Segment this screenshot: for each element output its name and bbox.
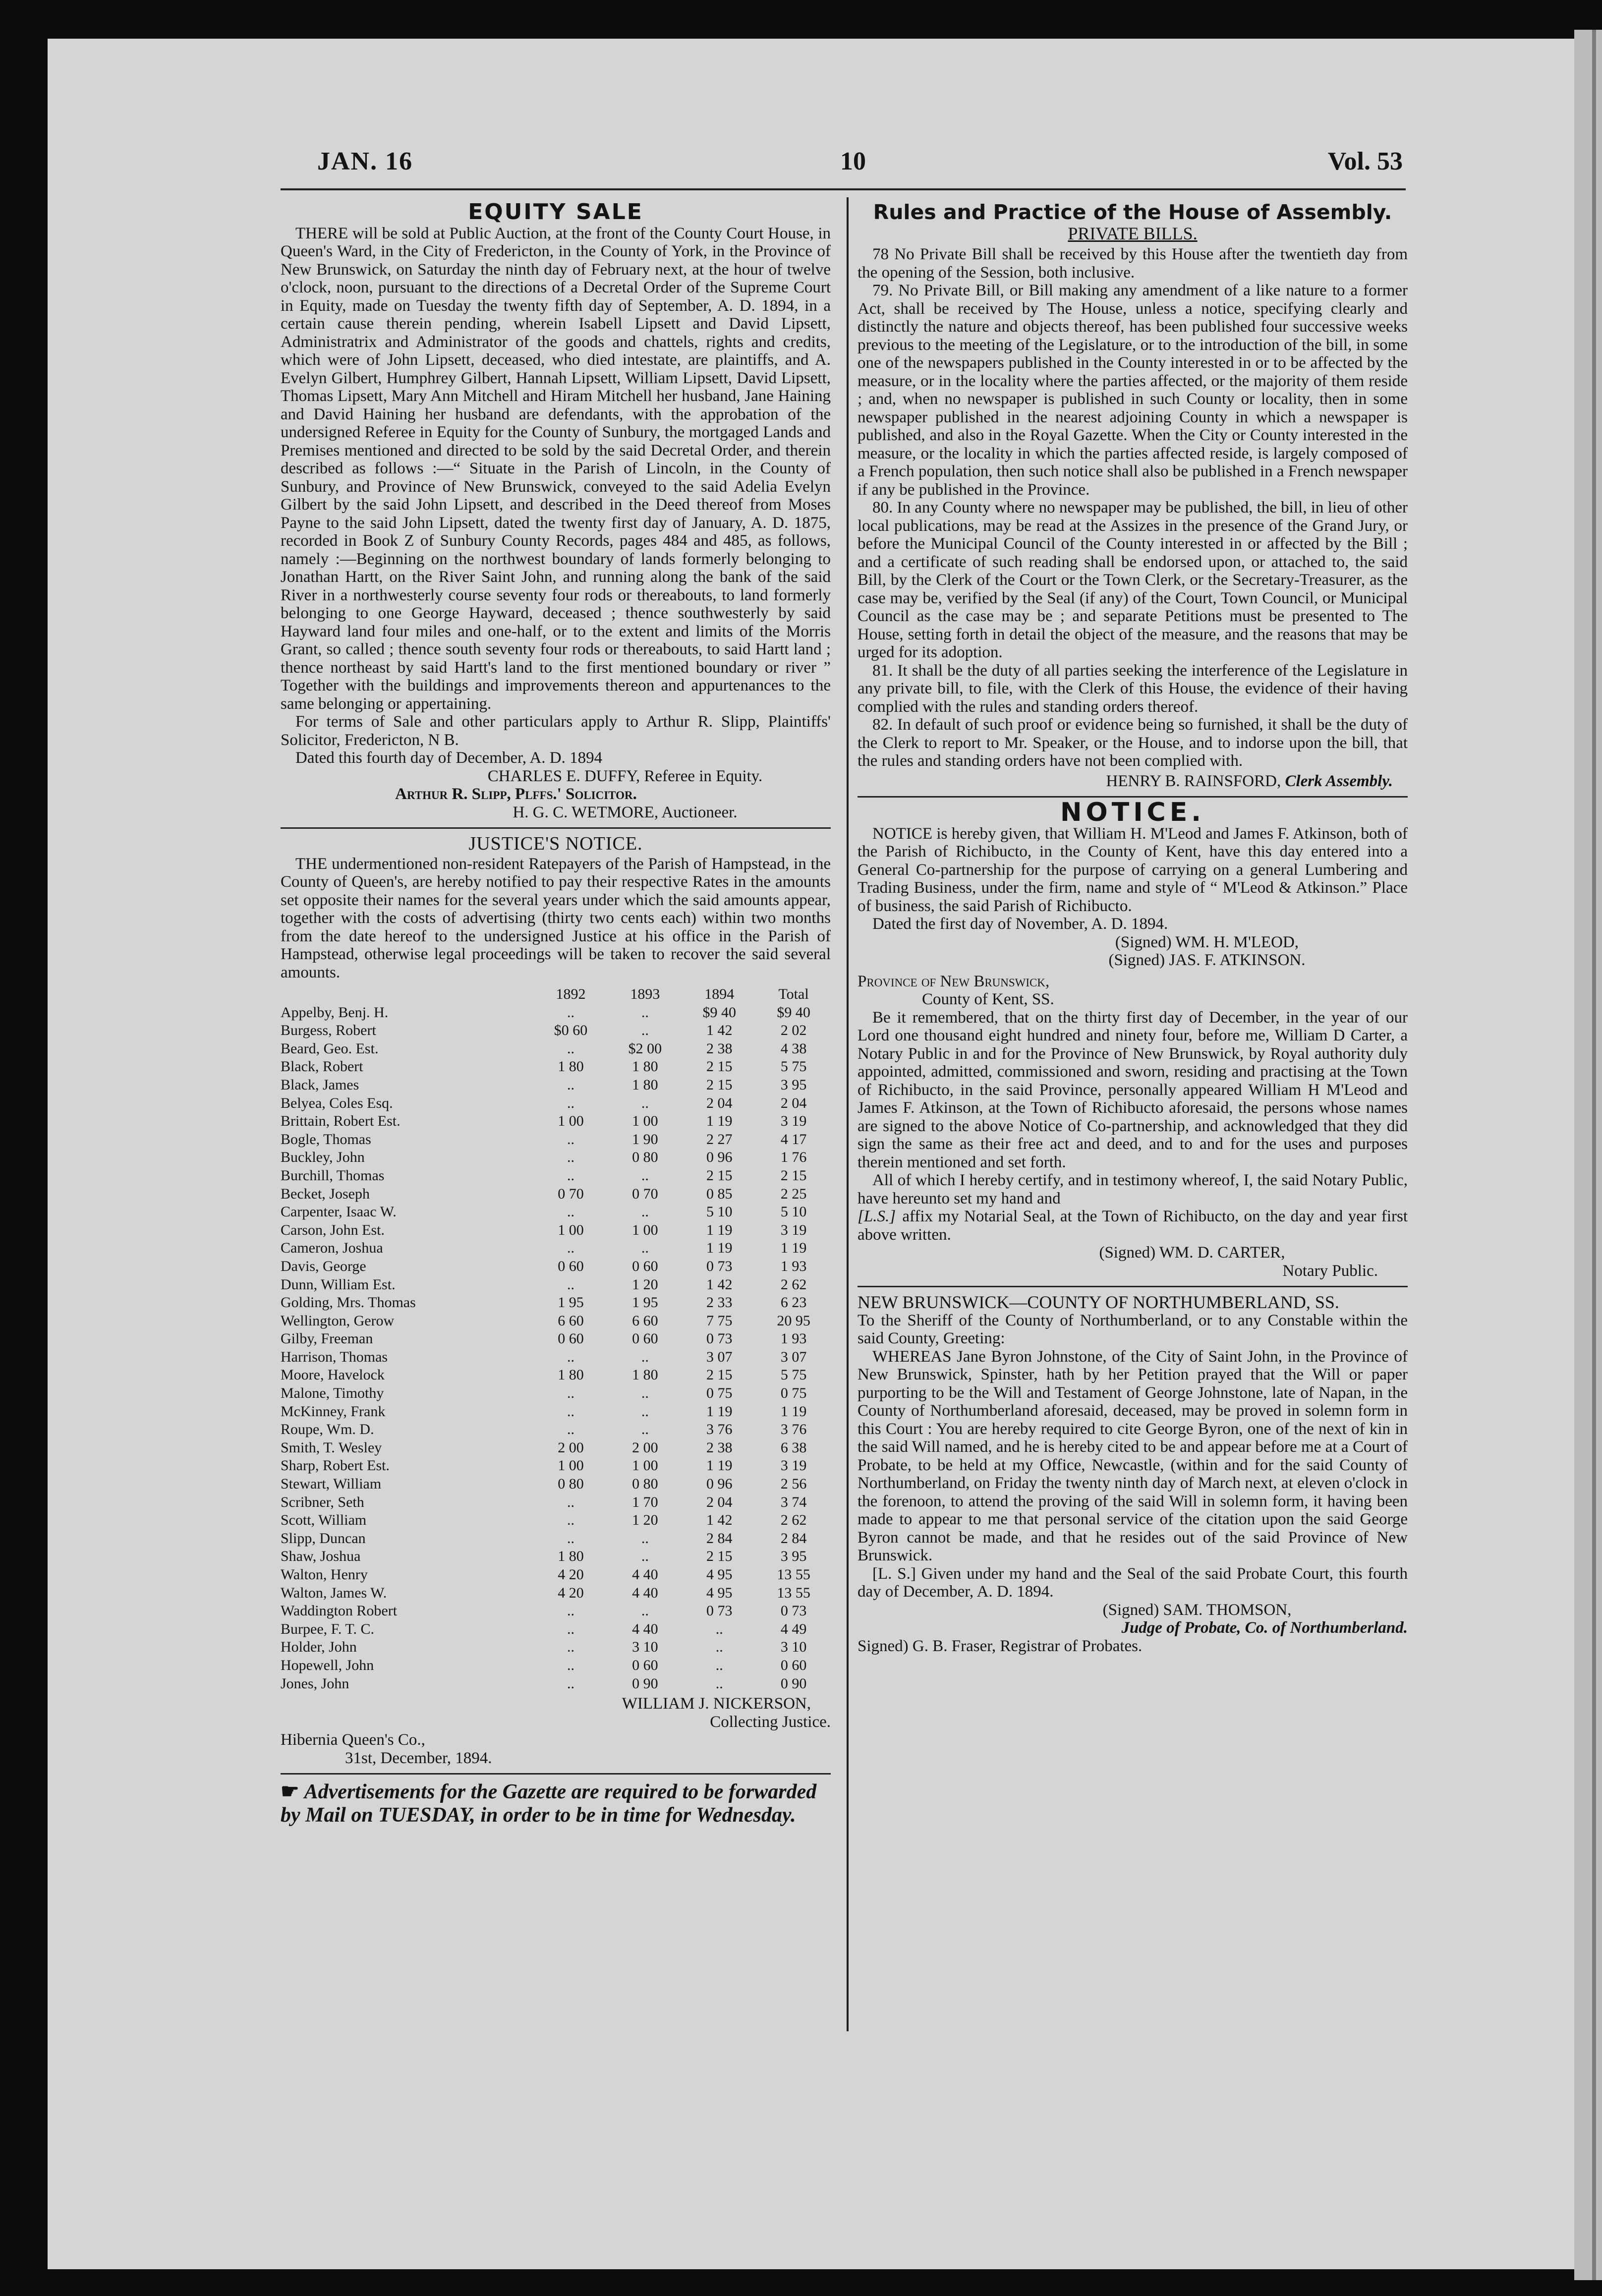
rate-total: 6 38 xyxy=(780,1439,807,1456)
rate-1894: 2 15 xyxy=(706,1548,733,1565)
rule-81: 81. It shall be the duty of all parties seeking the interference of the Legislature in any private bill, to file, with the Clerk of this House, the evidence of their having complied with the rules and standing orders thereof. xyxy=(858,661,1408,716)
referee-signature: CHARLES E. DUFFY, Referee in Equity. xyxy=(487,767,763,785)
justice-notice-title: JUSTICE'S NOTICE. xyxy=(468,833,643,854)
rate-row xyxy=(281,1312,831,1330)
rate-1894: 2 15 xyxy=(706,1367,733,1383)
rate-1892: .. xyxy=(567,1620,575,1637)
ratepayer-name: McKinney, Frank xyxy=(281,1403,386,1420)
rate-1894: 2 84 xyxy=(706,1530,733,1547)
ratepayer-name: Hopewell, John xyxy=(281,1657,374,1673)
rate-1894: 0 73 xyxy=(706,1603,733,1619)
rate-1893: .. xyxy=(641,1348,649,1365)
rate-1894: 2 15 xyxy=(706,1058,733,1075)
rate-1892: 1 80 xyxy=(558,1367,584,1383)
rate-1893: 4 40 xyxy=(632,1566,658,1583)
notary-signature: (Signed) WM. D. CARTER, xyxy=(1099,1244,1285,1262)
rate-1893: 1 70 xyxy=(632,1493,658,1510)
ratepayer-name: Appelby, Benj. H. xyxy=(281,1004,389,1021)
section-divider xyxy=(281,1773,831,1775)
ratepayer-name: Smith, T. Wesley xyxy=(281,1439,382,1456)
copartnership-dated: Dated the first day of November, A. D. 1894. xyxy=(872,915,1168,933)
rate-row xyxy=(281,1657,831,1675)
rate-row xyxy=(281,1203,831,1221)
collector-signature: WILLIAM J. NICKERSON, xyxy=(622,1695,811,1713)
rate-total: 5 10 xyxy=(780,1204,807,1220)
rate-row xyxy=(281,1439,831,1457)
rate-row xyxy=(281,1403,831,1421)
rate-1894: 2 15 xyxy=(706,1076,733,1093)
rate-row xyxy=(281,1348,831,1367)
clerk-name: HENRY B. RAINSFORD, xyxy=(1106,772,1281,790)
rate-1894: 2 38 xyxy=(706,1439,733,1456)
rate-total: 4 17 xyxy=(780,1131,807,1148)
right-column xyxy=(858,200,1408,1655)
rate-row xyxy=(281,1058,831,1076)
rate-1892: 1 80 xyxy=(558,1058,584,1075)
ratepayer-name: Golding, Mrs. Thomas xyxy=(281,1294,416,1311)
rate-row xyxy=(281,1602,831,1620)
rate-row xyxy=(281,1421,831,1439)
ratepayer-name: Stewart, William xyxy=(281,1476,382,1492)
ratepayer-name: Holder, John xyxy=(281,1639,357,1656)
rate-1894: 2 15 xyxy=(706,1167,733,1184)
col-total: Total xyxy=(778,986,809,1002)
ratepayer-name: Carpenter, Isaac W. xyxy=(281,1204,397,1220)
rate-1894: 5 10 xyxy=(706,1204,733,1220)
rate-total: 13 55 xyxy=(777,1566,810,1583)
rate-1894: .. xyxy=(715,1620,723,1637)
header-rule xyxy=(281,188,1406,190)
rate-row xyxy=(281,1584,831,1603)
rate-row xyxy=(281,1294,831,1312)
page-header xyxy=(317,147,1403,181)
ratepayer-name: Wellington, Gerow xyxy=(281,1312,395,1329)
rate-total: 2 84 xyxy=(780,1530,807,1547)
rate-1893: 1 80 xyxy=(632,1367,658,1383)
rate-1894: 0 73 xyxy=(706,1258,733,1274)
rate-1893: 1 80 xyxy=(632,1076,658,1093)
rate-1892: .. xyxy=(567,1040,575,1057)
rate-1893: .. xyxy=(641,1240,649,1257)
ratepayer-name: Waddington Robert xyxy=(281,1603,398,1619)
rate-1893: .. xyxy=(641,1603,649,1619)
rate-1893: .. xyxy=(641,1204,649,1220)
rate-1893: 6 60 xyxy=(632,1312,658,1329)
ratepayer-name: Buckley, John xyxy=(281,1149,365,1166)
rate-1893: 1 90 xyxy=(632,1131,658,1148)
rate-1892: .. xyxy=(567,1094,575,1111)
rate-1894: 1 19 xyxy=(706,1403,733,1420)
rate-1894: 0 73 xyxy=(706,1330,733,1347)
rate-1893: 1 20 xyxy=(632,1512,658,1529)
rate-total: 3 95 xyxy=(780,1548,807,1565)
notice-title: NOTICE. xyxy=(1060,798,1205,827)
rate-total: 1 93 xyxy=(780,1330,807,1347)
section-divider xyxy=(281,827,831,829)
equity-sale-title: EQUITY SALE xyxy=(468,199,643,225)
rate-row xyxy=(281,1112,831,1131)
rate-row xyxy=(281,1076,831,1094)
rate-row xyxy=(281,1675,831,1693)
ratepayer-name: Bogle, Thomas xyxy=(281,1131,371,1148)
rate-row xyxy=(281,1457,831,1475)
rate-row xyxy=(281,1493,831,1512)
solicitor-signature: Arthur R. Slipp, Plffs.' Solicitor. xyxy=(395,785,637,803)
rate-1892: 1 00 xyxy=(558,1457,584,1474)
rate-row xyxy=(281,1022,831,1040)
judge-signature: (Signed) SAM. THOMSON, xyxy=(1102,1601,1292,1619)
ratepayer-name: Carson, John Est. xyxy=(281,1221,385,1238)
rate-1893: .. xyxy=(641,1403,649,1420)
rate-1894: 0 75 xyxy=(706,1385,733,1402)
rate-1893: .. xyxy=(641,1022,649,1039)
probate-heading: NEW BRUNSWICK—COUNTY OF NORTHUMBERLAND, SS. xyxy=(858,1292,1339,1312)
rate-row xyxy=(281,1566,831,1584)
rate-total: 0 60 xyxy=(780,1657,807,1673)
equity-sale-notice xyxy=(281,199,831,821)
rate-total: 2 15 xyxy=(780,1167,807,1184)
rate-total: 1 19 xyxy=(780,1240,807,1257)
rates-table xyxy=(281,985,831,1693)
ratepayer-name: Beard, Geo. Est. xyxy=(281,1040,379,1057)
rule-79: 79. No Private Bill, or Bill making any amendment of a like nature to a former Act, shall be received by The House, unless a notice, specifying clearly and distinctly the nature and objects thereof, has been published four successive weeks previous to the meeting of the Legislature, or to the introduction of the bill, in some one of the newspapers published in the County interested in or to be affected by the measure, or in the locality where the parties affected, or the majority of them reside ; and, when no newspaper is published in such County or locality, then in some newspaper published in the nearest adjoining County in which a newspaper is published, and also in the Royal Gazette. When the City or County interested in the measure, or the locality in which the parties affected reside, is largely composed of a French population, then such notice shall also be published in a French newspaper if any be published in the Province. xyxy=(858,282,1408,499)
rate-1894: 2 33 xyxy=(706,1294,733,1311)
ratepayer-name: Black, James xyxy=(281,1076,359,1093)
signature-atkinson: (Signed) JAS. F. ATKINSON. xyxy=(1108,951,1306,969)
rate-1893: 0 80 xyxy=(632,1149,658,1166)
rules-title: Rules and Practice of the House of Assembly. xyxy=(873,200,1392,224)
notice-date: 31st, December, 1894. xyxy=(345,1749,492,1767)
page-number: 10 xyxy=(840,147,866,175)
rate-1894: 7 75 xyxy=(706,1312,733,1329)
advertisement-deadline-notice xyxy=(281,1780,831,1827)
rate-total: 3 10 xyxy=(780,1639,807,1656)
rate-1892: .. xyxy=(567,1385,575,1402)
rate-row xyxy=(281,1366,831,1384)
page-edge-strip xyxy=(1574,30,1602,2280)
ratepayer-name: Belyea, Coles Esq. xyxy=(281,1094,393,1111)
ratepayer-name: Walton, James W. xyxy=(281,1584,387,1601)
rate-1894: $9 40 xyxy=(702,1004,736,1021)
ratepayer-name: Black, Robert xyxy=(281,1058,363,1075)
rate-row xyxy=(281,1131,831,1149)
rate-1892: .. xyxy=(567,1530,575,1547)
rate-total: 3 95 xyxy=(780,1076,807,1093)
rate-1892: .. xyxy=(567,1167,575,1184)
rate-total: 6 23 xyxy=(780,1294,807,1311)
rate-1892: .. xyxy=(567,1512,575,1529)
ratepayer-name: Walton, Henry xyxy=(281,1566,368,1583)
rate-1893: 3 10 xyxy=(632,1639,658,1656)
rates-header-row xyxy=(281,985,831,1004)
rate-total: 3 19 xyxy=(780,1113,807,1130)
justice-notice xyxy=(281,835,831,1767)
ratepayer-name: Scribner, Seth xyxy=(281,1493,364,1510)
rate-1892: .. xyxy=(567,1131,575,1148)
copartnership-notice xyxy=(858,798,1408,1280)
rate-1893: 0 80 xyxy=(632,1476,658,1492)
rate-1894: 1 19 xyxy=(706,1113,733,1130)
rate-1892: .. xyxy=(567,1149,575,1166)
rate-1893: .. xyxy=(641,1094,649,1111)
rule-80: 80. In any County where no newspaper may be published, the bill, in lieu of other local publications, may be read at the Assizes in the presence of the Grand Jury, or before the Municipal Council of the County interested in or affected by the Bill ; and a certificate of such reading shall be endorsed upon, or attached to, the said Bill, by the Clerk of the Court or the Town Clerk, or the Secretary-Treasurer, as the case may be, verified by the Seal (if any) of the Court, Town Council, or Municipal Council as the case may be ; and separate Petitions must be presented to The House, setting forth in detail the object of the measure, and the reasons that may be urged for its adoption. xyxy=(858,499,1408,661)
rate-1892: .. xyxy=(567,1348,575,1365)
rate-total: $9 40 xyxy=(777,1004,810,1021)
rate-1892: .. xyxy=(567,1639,575,1656)
rate-row xyxy=(281,1548,831,1566)
rate-1893: .. xyxy=(641,1167,649,1184)
rate-1892: .. xyxy=(567,1603,575,1619)
rate-1893: $2 00 xyxy=(628,1040,662,1057)
ratepayer-name: Slipp, Duncan xyxy=(281,1530,366,1547)
rate-row xyxy=(281,1638,831,1657)
ratepayer-name: Dunn, William Est. xyxy=(281,1276,396,1293)
rate-1892: .. xyxy=(567,1276,575,1293)
rate-1894: 4 95 xyxy=(706,1566,733,1583)
col-1892: 1892 xyxy=(556,986,586,1002)
rate-1893: 1 00 xyxy=(632,1221,658,1238)
rate-1894: 2 04 xyxy=(706,1094,733,1111)
rate-total: 5 75 xyxy=(780,1367,807,1383)
equity-sale-body: THERE will be sold at Public Auction, at the front of the County Court House, in Queen's Ward, in the City of Fredericton, in the County of York, in the Province of New Brunswick, on Saturday the ninth day of February next, at the hour of twelve o'clock, noon, pursuant to the directions of a Decretal Order of the Supreme Court in Equity, made on Tuesday the twenty fifth day of September, A. D. 1894, in a certain cause therein pending, wherein Isabell Lipsett and David Lipsett, Administratrix and Administrator of the goods and chattels, rights and credits, which were of John Lipsett, deceased, who died intestate, are plaintiffs, and A. Evelyn Gilbert, Humphrey Gilbert, Hannah Lipsett, William Lipsett, David Lipsett, Thomas Lipsett, Mary Ann Mitchell and Hiram Mitchell her husband, Jane Haining and David Haining her husband are defendants, with the approbation of the undersigned Referee in Equity for the County of Sunbury, the mortgaged Lands and Premises mentioned and directed to be sold by the said Decretal Order, and therein described as follows :—“ Situate in the Parish of Lincoln, in the County of Sunbury, and Province of New Brunswick, conveyed to the said Adelia Evelyn Gilbert by the said John Lipsett, and described in the Deed thereof from Moses Payne to the said John Lipsett, dated the twenty first day of January, A. D. 1875, recorded in Book Z of Sunbury County Records, pages 484 and 485, as follows, namely :—Beginning on the northwest boundary of lands formerly belonging to Jonathan Hartt, on the River Saint John, and running along the bank of the said River in a northwesterly course seventy four rods or thereabouts, to land formerly belonging to one George Hayward, deceased ; thence southwesterly by said Hayward land four miles and one-half, or to the extent and limits of the Morris Grant, so called ; thence south seventy four rods or thereabouts, to said Hartt land ; thence northeast by said Hartt's land to the first mentioned boundary or river ” Together with the buildings and improvements thereon and appurtenances to the same belonging or appertaining. xyxy=(281,224,831,713)
rate-1894: 2 27 xyxy=(706,1131,733,1148)
rate-1894: 1 19 xyxy=(706,1240,733,1257)
col-1893: 1893 xyxy=(630,986,660,1002)
probate-given: [L. S.] Given under my hand and the Seal of the said Probate Court, this fourth day of December, A. D. 1894. xyxy=(858,1564,1408,1601)
rate-total: 1 93 xyxy=(780,1258,807,1274)
ratepayer-name: Burchill, Thomas xyxy=(281,1167,385,1184)
ratepayer-name: Harrison, Thomas xyxy=(281,1348,388,1365)
rate-1892: 1 00 xyxy=(558,1113,584,1130)
rate-1894: 1 42 xyxy=(706,1022,733,1039)
left-column xyxy=(281,199,831,1827)
rule-82: 82. In default of such proof or evidence being so furnished, it shall be the duty of the Clerk to report to Mr. Speaker, or the House, and to indorse upon the bill, that the rules and standing orders have not been complied with. xyxy=(858,716,1408,770)
rate-1892: .. xyxy=(567,1076,575,1093)
rate-row xyxy=(281,1620,831,1639)
rate-row xyxy=(281,1384,831,1403)
rate-row xyxy=(281,1185,831,1204)
signature-mcleod: (Signed) WM. H. M'LEOD, xyxy=(1115,933,1299,951)
ratepayer-name: Scott, William xyxy=(281,1512,367,1529)
ratepayer-name: Brittain, Robert Est. xyxy=(281,1113,400,1130)
rate-total: 2 62 xyxy=(780,1512,807,1529)
rate-1892: 0 60 xyxy=(558,1258,584,1274)
rate-1894: 1 42 xyxy=(706,1512,733,1529)
clerk-signature xyxy=(858,772,1408,791)
rate-total: 2 04 xyxy=(780,1094,807,1111)
rate-1893: 1 00 xyxy=(632,1457,658,1474)
rate-1892: 2 00 xyxy=(558,1439,584,1456)
rate-1893: .. xyxy=(641,1004,649,1021)
rate-1892: .. xyxy=(567,1004,575,1021)
rate-row xyxy=(281,1221,831,1240)
ratepayer-name: Cameron, Joshua xyxy=(281,1240,383,1257)
rate-1892: 4 20 xyxy=(558,1584,584,1601)
rate-1892: .. xyxy=(567,1240,575,1257)
rate-row xyxy=(281,1258,831,1276)
rate-1893: .. xyxy=(641,1421,649,1438)
rate-row xyxy=(281,1004,831,1022)
column-divider xyxy=(847,197,849,2031)
rate-1894: 1 42 xyxy=(706,1276,733,1293)
rate-total: 3 74 xyxy=(780,1493,807,1510)
justice-notice-intro: THE undermentioned non-resident Ratepayers of the Parish of Hampstead, in the County of Queen's, are hereby notified to pay their respective Rates in the amounts set opposite their names for the several years under which the said amounts appear, together with the costs of advertising (thirty two cents each) within two months from the date hereof to the undersigned Justice at his office in the Parish of Hampstead, otherwise legal proceedings will be taken to recover the said several amounts. xyxy=(281,855,831,981)
rate-total: 0 73 xyxy=(780,1603,807,1619)
ratepayer-name: Burpee, F. T. C. xyxy=(281,1620,374,1637)
rate-1893: 0 60 xyxy=(632,1258,658,1274)
rate-1893: 4 40 xyxy=(632,1620,658,1637)
rate-1894: 3 76 xyxy=(706,1421,733,1438)
rate-1894: .. xyxy=(715,1657,723,1673)
page-fold-shadow xyxy=(1592,30,1596,2280)
rate-1892: 4 20 xyxy=(558,1566,584,1583)
col-1894: 1894 xyxy=(704,986,735,1002)
registrar-signature: Signed) G. B. Fraser, Registrar of Probates. xyxy=(858,1637,1143,1655)
notary-statement: Be it remembered, that on the thirty first day of December, in the year of our Lord one thousand eight hundred and ninety four, before me, William D Carter, a Notary Public in and for the Province of New Brunswick, by Royal authority duly appointed, admitted, commissioned and sworn, residing and practising at the Town of Richibucto, in the said Province, personally appeared William H M'Leod and James F. Atkinson, at the Town of Richibucto aforesaid, the persons whose names are signed to the above Notice of Co-partnership, and acknowledged that they did sign the same as their free act and deed, and to and for the uses and purposes therein mentioned and set forth. xyxy=(858,1008,1408,1171)
rate-1892: 1 95 xyxy=(558,1294,584,1311)
notary-seal-text: affix my Notarial Seal, at the Town of Richibucto, on the day and year first above written. xyxy=(858,1207,1408,1244)
rate-1894: 0 96 xyxy=(706,1149,733,1166)
rate-1892: .. xyxy=(567,1493,575,1510)
probate-addressee: To the Sheriff of the County of Northumberland, or to any Constable within the said County, Greeting: xyxy=(858,1311,1408,1347)
rate-1894: 0 96 xyxy=(706,1476,733,1492)
rate-total: 1 76 xyxy=(780,1149,807,1166)
rate-row xyxy=(281,1276,831,1294)
rate-total: 2 56 xyxy=(780,1476,807,1492)
rate-1894: 4 95 xyxy=(706,1584,733,1601)
rate-1893: .. xyxy=(641,1530,649,1547)
rate-1893: .. xyxy=(641,1548,649,1565)
rate-1892: 6 60 xyxy=(558,1312,584,1329)
rate-total: 0 75 xyxy=(780,1385,807,1402)
ratepayer-name: Jones, John xyxy=(281,1675,349,1692)
pointing-hand-icon: ☛ xyxy=(281,1780,299,1804)
ratepayer-name: Gilby, Freeman xyxy=(281,1330,373,1347)
ratepayer-name: Davis, George xyxy=(281,1258,366,1274)
auctioneer-signature: H. G. C. WETMORE, Auctioneer. xyxy=(513,803,738,821)
rate-total: 1 19 xyxy=(780,1403,807,1420)
rate-1894: 1 19 xyxy=(706,1221,733,1238)
rate-row xyxy=(281,1511,831,1530)
rules-private-bills xyxy=(858,200,1408,790)
rate-row xyxy=(281,1239,831,1258)
probate-citation xyxy=(858,1293,1408,1655)
rate-total: 3 76 xyxy=(780,1421,807,1438)
rate-1893: 1 80 xyxy=(632,1058,658,1075)
rate-1893: 0 60 xyxy=(632,1330,658,1347)
rule-78: 78 No Private Bill shall be received by this House after the twentieth day from the opening of the Session, both inclusive. xyxy=(858,245,1408,282)
rate-row xyxy=(281,1475,831,1493)
judge-title: Judge of Probate, Co. of Northumberland. xyxy=(1121,1619,1408,1637)
rate-1892: .. xyxy=(567,1403,575,1420)
notary-certification: All of which I hereby certify, and in testimony whereof, I, the said Notary Public, have hereunto set my hand and xyxy=(858,1171,1408,1207)
rate-1894: 2 04 xyxy=(706,1493,733,1510)
rate-1894: .. xyxy=(715,1639,723,1656)
rate-row xyxy=(281,1530,831,1548)
rate-1893: 0 90 xyxy=(632,1675,658,1692)
rate-total: 3 19 xyxy=(780,1221,807,1238)
rate-1892: 0 70 xyxy=(558,1185,584,1202)
rate-1892: .. xyxy=(567,1675,575,1692)
rate-1893: 4 40 xyxy=(632,1584,658,1601)
advertisement-deadline-text: Advertisements for the Gazette are required to be forwarded by Mail on TUESDAY, in order to be in time for Wednesday. xyxy=(281,1780,817,1827)
rate-1894: 2 38 xyxy=(706,1040,733,1057)
province-line: Province of New Brunswick, xyxy=(858,972,1050,990)
rate-total: 13 55 xyxy=(777,1584,810,1601)
rate-1893: .. xyxy=(641,1385,649,1402)
rate-total: 20 95 xyxy=(777,1312,810,1329)
ratepayer-name: Becket, Joseph xyxy=(281,1185,370,1202)
ratepayer-name: Roupe, Wm. D. xyxy=(281,1421,374,1438)
rate-row xyxy=(281,1040,831,1058)
equity-sale-terms: For terms of Sale and other particulars apply to Arthur R. Slipp, Plaintiffs' Solicitor, Fredericton, N B. xyxy=(281,713,831,749)
notary-title: Notary Public. xyxy=(1282,1262,1378,1280)
rate-total: 4 49 xyxy=(780,1620,807,1637)
rate-total: 2 02 xyxy=(780,1022,807,1039)
volume-number: Vol. 53 xyxy=(1327,147,1403,175)
issue-date: JAN. 16 xyxy=(317,147,413,175)
rate-1893: 0 70 xyxy=(632,1185,658,1202)
rate-total: 4 38 xyxy=(780,1040,807,1057)
rate-1894: 0 85 xyxy=(706,1185,733,1202)
rate-1894: 1 19 xyxy=(706,1457,733,1474)
clerk-title: Clerk Assembly. xyxy=(1285,772,1393,790)
rate-1893: 1 20 xyxy=(632,1276,658,1293)
rate-1893: 0 60 xyxy=(632,1657,658,1673)
rate-1892: 1 80 xyxy=(558,1548,584,1565)
rate-total: 0 90 xyxy=(780,1675,807,1692)
equity-sale-dated: Dated this fourth day of December, A. D. 1894 xyxy=(295,749,603,767)
rate-1893: 1 95 xyxy=(632,1294,658,1311)
rate-row xyxy=(281,1148,831,1167)
county-line: County of Kent, SS. xyxy=(922,990,1054,1008)
section-divider xyxy=(858,1286,1408,1287)
rate-total: 5 75 xyxy=(780,1058,807,1075)
rate-1893: 1 00 xyxy=(632,1113,658,1130)
rate-1892: 0 60 xyxy=(558,1330,584,1347)
rate-1892: .. xyxy=(567,1421,575,1438)
rate-total: 3 07 xyxy=(780,1348,807,1365)
ratepayer-name: Sharp, Robert Est. xyxy=(281,1457,390,1474)
rate-1894: .. xyxy=(715,1675,723,1692)
rate-total: 2 62 xyxy=(780,1276,807,1293)
probate-body: WHEREAS Jane Byron Johnstone, of the City of Saint John, in the Province of New Brunswick, Spinster, hath by her Petition prayed that the Will or paper purporting to be the Will and Testament of George Johnstone, late of Napan, in the County of Northumberland aforesaid, deceased, may be proved in solemn form in this Court : You are hereby required to cite George Byron, one of the next of kin in the said Will named, and he is hereby cited to be and appear before me at a Court of Probate, to be held at my Office, Newcastle, (within and for the said County of Northumberland, on Friday the twenty ninth day of March next, at eleven o'clock in the forenoon, to attend the proving of the said Will in solemn form, it having been made to appear to me that personal service of the citation upon the said George Byron cannot be made, and that he resides out of the said Province of New Brunswick. xyxy=(858,1347,1408,1564)
rate-1894: 3 07 xyxy=(706,1348,733,1365)
rate-row xyxy=(281,1094,831,1113)
rate-1892: 0 80 xyxy=(558,1476,584,1492)
rate-1892: .. xyxy=(567,1204,575,1220)
rate-1892: $0 60 xyxy=(554,1022,588,1039)
ratepayer-name: Burgess, Robert xyxy=(281,1022,376,1039)
rate-total: 2 25 xyxy=(780,1185,807,1202)
rate-row xyxy=(281,1330,831,1348)
rate-1893: 2 00 xyxy=(632,1439,658,1456)
rate-row xyxy=(281,1167,831,1185)
seal-mark: [L.S.] xyxy=(858,1207,896,1225)
notary-seal-line xyxy=(858,1207,1408,1244)
rate-1892: 1 00 xyxy=(558,1221,584,1238)
ratepayer-name: Malone, Timothy xyxy=(281,1385,384,1402)
rules-subtitle: PRIVATE BILLS. xyxy=(1068,223,1198,243)
notice-place: Hibernia Queen's Co., xyxy=(281,1731,425,1749)
collector-title: Collecting Justice. xyxy=(710,1713,831,1731)
ratepayer-name: Shaw, Joshua xyxy=(281,1548,361,1565)
rate-1892: .. xyxy=(567,1657,575,1673)
copartnership-body: NOTICE is hereby given, that William H. M'Leod and James F. Atkinson, both of the Parish of Richibucto, in the County of Kent, have this day entered into a General Co-partnership for the purpose of carrying on a general Lumbering and Trading Business, under the firm, name and style of “ M'Leod & Atkinson.” Place of business, the said Parish of Richibucto. xyxy=(858,824,1408,915)
rate-total: 3 19 xyxy=(780,1457,807,1474)
ratepayer-name: Moore, Havelock xyxy=(281,1367,385,1383)
